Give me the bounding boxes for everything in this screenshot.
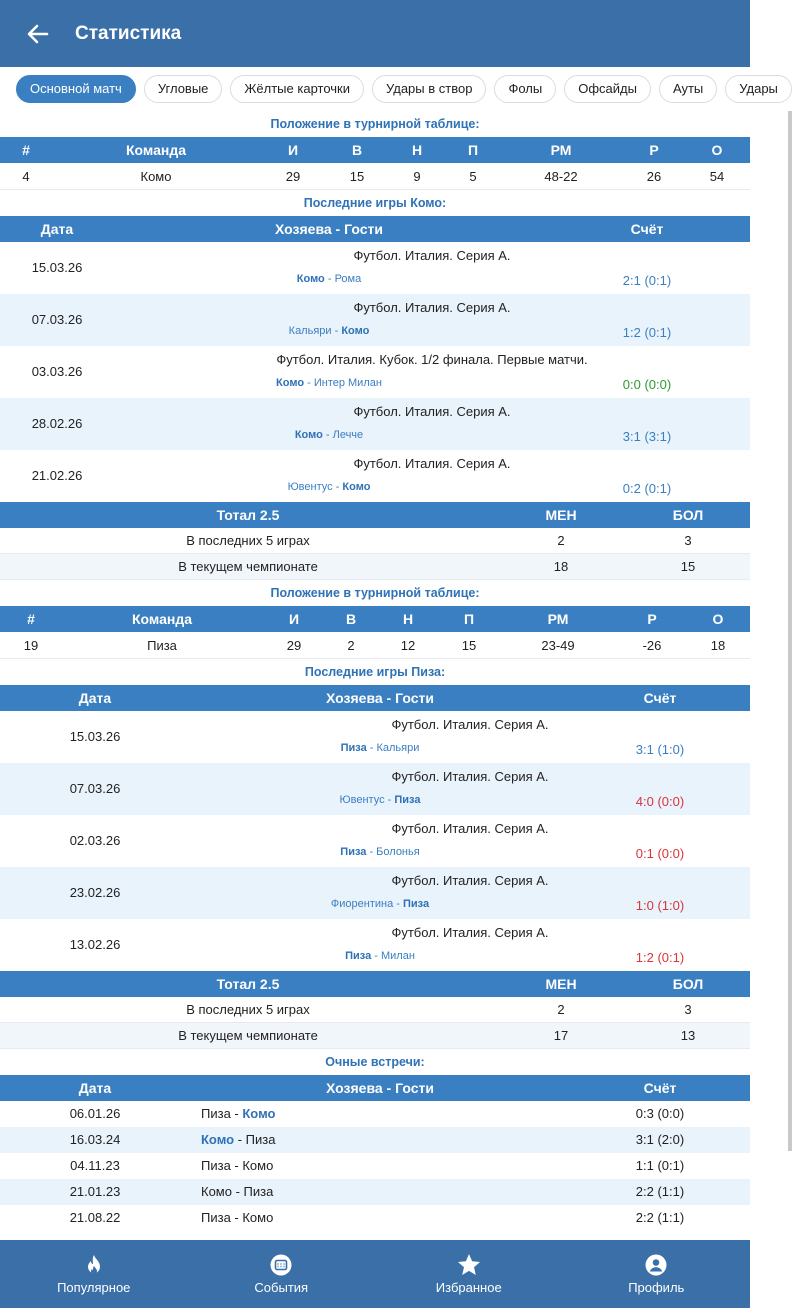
h2h-header (0, 1075, 750, 1101)
match-row[interactable] (0, 711, 750, 763)
stats-content[interactable] (0, 111, 750, 1240)
nav-events[interactable] (188, 1240, 376, 1308)
match-date: 07.03.26 (69, 781, 121, 796)
match-teams (295, 429, 363, 441)
away-team: Интер Милан (313, 377, 382, 389)
col-diff: Р (649, 142, 659, 158)
team-separator: - (231, 1184, 244, 1199)
col-date: Дата (78, 1080, 112, 1096)
team-separator: - (230, 1106, 243, 1121)
totals-label: В текущем чемпионате (178, 1028, 318, 1043)
match-row[interactable] (0, 346, 750, 398)
match-date: 15.03.26 (31, 260, 83, 275)
h2h-teams (201, 1153, 273, 1179)
match-date: 03.03.26 (31, 364, 83, 379)
last-games-list (0, 242, 750, 502)
tab-yellow-cards[interactable]: Жёлтые карточки (230, 75, 364, 103)
home-team: Пиза (345, 950, 372, 962)
h2h-date: 16.03.24 (69, 1132, 121, 1147)
match-score: 0:2 (0:1) (622, 481, 672, 496)
cell-wins: 15 (349, 169, 365, 184)
away-team: Рома (334, 273, 362, 285)
home-team: Пиза (201, 1106, 231, 1121)
col-under: МЕН (545, 976, 577, 992)
team-separator: - (322, 429, 333, 441)
col-wins: В (351, 142, 363, 158)
col-date: Дата (78, 690, 112, 706)
away-team: Комо (242, 1210, 274, 1225)
away-team: Комо (341, 325, 370, 337)
match-competition: Футбол. Италия. Серия А. (391, 925, 549, 940)
team-separator: - (366, 846, 377, 858)
home-team: Ювентус (287, 481, 333, 493)
col-losses: П (463, 611, 475, 627)
tab-fouls[interactable]: Фолы (494, 75, 556, 103)
totals-over: 3 (684, 533, 692, 548)
cell-goals: 48-22 (544, 169, 578, 184)
match-score: 2:1 (0:1) (622, 273, 672, 288)
match-teams (340, 846, 419, 858)
home-team: Кальяри (288, 325, 332, 337)
col-rank: # (22, 142, 30, 158)
match-date: 07.03.26 (31, 312, 83, 327)
match-teams (345, 950, 415, 962)
match-score: 1:2 (0:1) (622, 325, 672, 340)
totals-under: 18 (553, 559, 569, 574)
totals-label: В текущем чемпионате (178, 559, 318, 574)
h2h-date: 21.01.23 (69, 1184, 121, 1199)
match-score: 3:1 (3:1) (622, 429, 672, 444)
home-team: Пиза (340, 846, 367, 858)
match-competition: Футбол. Италия. Серия А. (391, 821, 549, 836)
cell-played: 29 (285, 169, 301, 184)
home-team: Фиорентина (330, 898, 394, 910)
away-team: Пиза (394, 794, 421, 806)
tab-shots[interactable]: Удары (725, 75, 792, 103)
h2h-score: 2:2 (1:1) (635, 1184, 685, 1199)
standings-title: Положение в турнирной таблице: (0, 580, 750, 606)
match-date: 13.02.26 (69, 937, 121, 952)
totals-row (0, 997, 750, 1023)
match-competition: Футбол. Италия. Серия А. (353, 456, 511, 471)
cell-played: 29 (286, 638, 302, 653)
h2h-score: 0:3 (0:0) (635, 1106, 685, 1121)
h2h-teams (201, 1127, 275, 1153)
match-score: 0:0 (0:0) (622, 377, 672, 392)
games-header (0, 216, 750, 242)
flame-icon (85, 1254, 103, 1276)
totals-over: 13 (680, 1028, 696, 1043)
match-date: 15.03.26 (69, 729, 121, 744)
category-tabs (0, 67, 778, 111)
h2h-teams (201, 1101, 275, 1127)
totals-row (0, 1023, 750, 1049)
match-competition: Футбол. Италия. Серия А. (353, 300, 511, 315)
tab-main-match[interactable]: Основной матч (16, 75, 136, 103)
col-draws: Н (411, 142, 423, 158)
away-team: Кальяри (376, 742, 420, 754)
col-score: Счёт (643, 690, 677, 706)
away-team: Милан (380, 950, 415, 962)
team-separator: - (230, 1210, 243, 1225)
bottom-nav (0, 1240, 750, 1308)
tab-shots-on-target[interactable]: Удары в створ (372, 75, 486, 103)
team-separator: - (366, 742, 377, 754)
cell-team: Пиза (147, 638, 177, 653)
col-wins: В (345, 611, 357, 627)
match-score: 1:0 (1:0) (635, 898, 685, 913)
team-separator: - (384, 794, 395, 806)
totals-row (0, 554, 750, 580)
match-competition: Футбол. Италия. Серия А. (391, 873, 549, 888)
h2h-list (0, 1101, 750, 1231)
match-row[interactable] (0, 294, 750, 346)
match-competition: Футбол. Италия. Серия А. (391, 769, 549, 784)
back-arrow-icon (27, 24, 49, 44)
standings-title: Положение в турнирной таблице: (0, 111, 750, 137)
away-team: Пиза (245, 1132, 276, 1147)
match-row[interactable] (0, 919, 750, 971)
totals-under: 17 (553, 1028, 569, 1043)
col-goals: РМ (550, 142, 572, 158)
match-teams (297, 273, 361, 285)
standings-row (0, 163, 750, 190)
home-team: Пиза (201, 1210, 231, 1225)
nav-profile-label: Профиль (628, 1279, 685, 1295)
col-losses: П (467, 142, 479, 158)
match-competition: Футбол. Италия. Серия А. (391, 717, 549, 732)
col-teams: Хозяева - Гости (275, 221, 383, 237)
match-competition: Футбол. Италия. Кубок. 1/2 финала. Первые матчи. (276, 352, 588, 367)
away-team: Болонья (376, 846, 420, 858)
star-icon (457, 1254, 481, 1276)
h2h-teams (201, 1179, 273, 1205)
home-team: Комо (276, 377, 305, 389)
h2h-date: 06.01.26 (69, 1106, 121, 1121)
home-team: Комо (201, 1184, 232, 1199)
cell-draws: 12 (400, 638, 416, 653)
cell-rank: 4 (22, 169, 30, 184)
col-goals: РМ (547, 611, 569, 627)
nav-popular[interactable] (0, 1240, 188, 1308)
col-score: Счёт (630, 221, 664, 237)
home-team: Пиза (340, 742, 367, 754)
match-teams (331, 898, 429, 910)
nav-events-label: События (254, 1279, 309, 1295)
totals-over: 3 (684, 1002, 692, 1017)
app-bar (0, 0, 750, 67)
match-date: 28.02.26 (31, 416, 83, 431)
col-played: И (288, 611, 300, 627)
match-score: 1:2 (0:1) (635, 950, 685, 965)
match-teams (340, 794, 421, 806)
totals-under: 2 (557, 533, 565, 548)
home-team: Ювентус (339, 794, 385, 806)
totals-label: В последних 5 играх (186, 533, 310, 548)
h2h-row[interactable] (0, 1127, 750, 1153)
match-score: 3:1 (1:0) (635, 742, 685, 757)
nav-favorites[interactable] (375, 1240, 563, 1308)
col-under: МЕН (545, 507, 577, 523)
team-separator: - (393, 898, 403, 910)
match-row[interactable] (0, 815, 750, 867)
totals-header (0, 971, 750, 997)
tab-throw-ins[interactable]: Ауты (659, 75, 717, 103)
back-button[interactable] (0, 0, 75, 67)
col-points: О (712, 611, 724, 627)
standings-header (0, 137, 750, 163)
col-team: Команда (126, 142, 186, 158)
last-games-title: Последние игры Пиза: (0, 659, 750, 685)
cell-losses: 5 (469, 169, 477, 184)
match-competition: Футбол. Италия. Серия А. (353, 248, 511, 263)
col-over: БОЛ (672, 507, 704, 523)
match-row[interactable] (0, 450, 750, 502)
match-row[interactable] (0, 242, 750, 294)
match-teams (276, 377, 382, 389)
col-played: И (287, 142, 299, 158)
h2h-score: 2:2 (1:1) (635, 1210, 685, 1225)
h2h-teams (201, 1205, 273, 1231)
team-separator: - (371, 950, 381, 962)
tab-corners[interactable]: Угловые (144, 75, 223, 103)
cell-losses: 15 (461, 638, 477, 653)
scrollbar[interactable] (788, 111, 792, 1151)
h2h-row[interactable] (0, 1153, 750, 1179)
col-diff: Р (647, 611, 657, 627)
col-date: Дата (40, 221, 74, 237)
col-teams: Хозяева - Гости (326, 1080, 434, 1096)
match-competition: Футбол. Италия. Серия А. (353, 404, 511, 419)
match-row[interactable] (0, 398, 750, 450)
match-row[interactable] (0, 763, 750, 815)
last-games-list (0, 711, 750, 971)
col-rank: # (27, 611, 35, 627)
totals-over: 15 (680, 559, 696, 574)
h2h-date: 04.11.23 (70, 1158, 120, 1173)
page-title: Статистика (75, 22, 182, 44)
match-date: 23.02.26 (69, 885, 121, 900)
cell-diff: 26 (646, 169, 662, 184)
col-total: Тотал 2.5 (216, 976, 280, 992)
match-teams (288, 481, 371, 493)
h2h-row[interactable] (0, 1205, 750, 1231)
match-teams (289, 325, 370, 337)
cell-diff: -26 (642, 638, 662, 653)
cell-wins: 2 (347, 638, 355, 653)
tab-offsides[interactable]: Офсайды (564, 75, 651, 103)
home-team: Комо (201, 1132, 235, 1147)
profile-icon (645, 1254, 667, 1276)
nav-popular-label: Популярное (57, 1279, 131, 1295)
team-separator: - (230, 1158, 243, 1173)
match-teams (341, 742, 420, 754)
col-teams: Хозяева - Гости (326, 690, 434, 706)
home-team: Комо (294, 429, 323, 441)
nav-profile[interactable] (563, 1240, 751, 1308)
cell-team: Комо (140, 169, 172, 184)
col-total: Тотал 2.5 (216, 507, 280, 523)
col-points: О (711, 142, 723, 158)
last-games-title: Последние игры Комо: (0, 190, 750, 216)
away-team: Комо (242, 1106, 276, 1121)
team-separator: - (234, 1132, 246, 1147)
away-team: Комо (342, 481, 371, 493)
totals-under: 2 (557, 1002, 565, 1017)
calendar-icon (270, 1254, 292, 1276)
standings-header (0, 606, 750, 632)
match-score: 4:0 (0:0) (635, 794, 685, 809)
cell-points: 54 (709, 169, 725, 184)
col-score: Счёт (643, 1080, 677, 1096)
away-team: Лечче (332, 429, 364, 441)
col-team: Команда (132, 611, 192, 627)
games-header (0, 685, 750, 711)
cell-points: 18 (710, 638, 726, 653)
match-date: 02.03.26 (69, 833, 121, 848)
h2h-title: Очные встречи: (0, 1049, 750, 1075)
h2h-row[interactable] (0, 1101, 750, 1127)
away-team: Пиза (243, 1184, 274, 1199)
col-over: БОЛ (672, 976, 704, 992)
col-draws: Н (402, 611, 414, 627)
totals-label: В последних 5 играх (186, 1002, 310, 1017)
match-row[interactable] (0, 867, 750, 919)
standings-row (0, 632, 750, 659)
h2h-score: 1:1 (0:1) (635, 1158, 685, 1173)
match-score: 0:1 (0:0) (635, 846, 685, 861)
totals-header (0, 502, 750, 528)
away-team: Пиза (402, 898, 430, 910)
match-date: 21.02.26 (31, 468, 83, 483)
h2h-row[interactable] (0, 1179, 750, 1205)
h2h-score: 3:1 (2:0) (635, 1132, 685, 1147)
h2h-date: 21.08.22 (69, 1210, 121, 1225)
team-separator: - (304, 377, 314, 389)
home-team: Комо (296, 273, 325, 285)
team-separator: - (324, 273, 335, 285)
home-team: Пиза (201, 1158, 231, 1173)
nav-favorites-label: Избранное (435, 1279, 502, 1295)
team-separator: - (331, 325, 342, 337)
cell-goals: 23-49 (541, 638, 575, 653)
team-separator: - (332, 481, 343, 493)
cell-rank: 19 (23, 638, 39, 653)
totals-row (0, 528, 750, 554)
away-team: Комо (242, 1158, 274, 1173)
cell-draws: 9 (413, 169, 421, 184)
